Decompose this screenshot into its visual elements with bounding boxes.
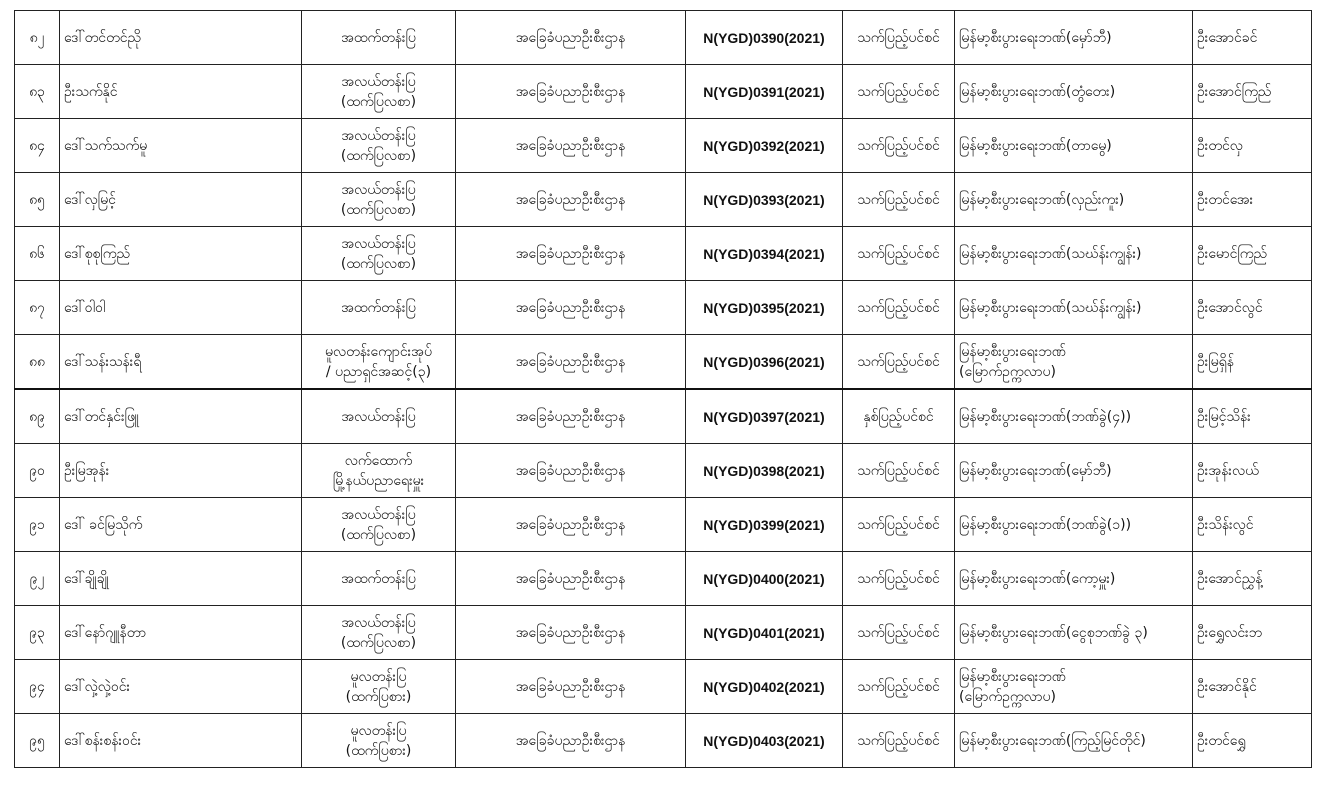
table-row <box>15 389 1312 444</box>
person-name-cell: ဒေါ်ဝါဝါ <box>60 281 302 335</box>
guardian-name-cell: ဦးအောင်ညွှန့် <box>1193 552 1312 606</box>
person-name-cell: ဒေါ်လှမြင့် <box>60 173 302 227</box>
position-title-cell <box>302 65 456 119</box>
bank-branch-cell <box>955 444 1193 498</box>
table-row <box>15 335 1312 390</box>
bank-branch-line: မြန်မာ့စီးပွားရေးဘဏ်(မှော်ဘီ) <box>959 29 1112 46</box>
row-number-cell: ၈၄ <box>15 119 60 173</box>
department-cell: အခြေခံပညာဦးစီးဌာန <box>456 335 686 390</box>
position-title-line: / ပညာရှင်အဆင့်(၃) <box>325 363 432 380</box>
pension-code-cell: N(YGD)0393(2021) <box>686 173 843 227</box>
bank-branch-cell <box>955 119 1193 173</box>
pension-code-cell: N(YGD)0398(2021) <box>686 444 843 498</box>
row-number-cell: ၈၆ <box>15 227 60 281</box>
bank-branch-line: မြန်မာ့စီးပွားရေးဘဏ်(သဃ်န်းကျွန်း) <box>959 299 1142 316</box>
position-title-cell <box>302 660 456 714</box>
pension-roster-table <box>14 10 1312 768</box>
pension-code-cell: N(YGD)0403(2021) <box>686 714 843 768</box>
roster-body <box>15 11 1312 768</box>
table-row <box>15 11 1312 65</box>
pension-type-cell: သက်ပြည့်ပင်စင် <box>843 11 955 65</box>
position-title-line: (ထက်ပြစား) <box>345 742 412 759</box>
bank-branch-line: မြန်မာ့စီးပွားရေးဘဏ်(သဃ်န်းကျွန်း) <box>959 245 1142 262</box>
row-number-cell: ၉၀ <box>15 444 60 498</box>
pension-code-cell: N(YGD)0392(2021) <box>686 119 843 173</box>
bank-branch-line: မြန်မာ့စီးပွားရေးဘဏ်(ငွေစုဘဏ်ခွဲ ၃) <box>959 624 1148 641</box>
position-title-cell <box>302 552 456 606</box>
department-cell: အခြေခံပညာဦးစီးဌာန <box>456 227 686 281</box>
pension-code-cell: N(YGD)0402(2021) <box>686 660 843 714</box>
department-cell: အခြေခံပညာဦးစီးဌာန <box>456 444 686 498</box>
person-name-cell: ဒေါ်တင်နှင်းဖြူ <box>60 389 302 444</box>
bank-branch-cell <box>955 173 1193 227</box>
person-name-cell: ဦးမြအုန်း <box>60 444 302 498</box>
bank-branch-cell <box>955 65 1193 119</box>
bank-branch-line: မြန်မာ့စီးပွားရေးဘဏ်(ကြည့်မြင်တိုင်) <box>959 732 1146 749</box>
pension-type-cell: သက်ပြည့်ပင်စင် <box>843 552 955 606</box>
bank-branch-cell <box>955 227 1193 281</box>
pension-type-cell: သက်ပြည့်ပင်စင် <box>843 606 955 660</box>
pension-code-cell: N(YGD)0397(2021) <box>686 389 843 444</box>
guardian-name-cell: ဦးရွှေလင်းဘ <box>1193 606 1312 660</box>
guardian-name-cell: ဦးအောင်နိုင် <box>1193 660 1312 714</box>
table-row <box>15 119 1312 173</box>
position-title-cell <box>302 444 456 498</box>
pension-code-cell: N(YGD)0400(2021) <box>686 552 843 606</box>
person-name-cell: ဒေါ်စန်းစန်းဝင်း <box>60 714 302 768</box>
table-row <box>15 606 1312 660</box>
guardian-name-cell: ဦးတင်လှ <box>1193 119 1312 173</box>
position-title-cell <box>302 173 456 227</box>
person-name-cell: ဒေါ်နော်ဂျူနီတာ <box>60 606 302 660</box>
position-title-cell <box>302 606 456 660</box>
table-row <box>15 714 1312 768</box>
bank-branch-line: (မြောက်ဥက္ကလာပ) <box>959 363 1056 380</box>
guardian-name-cell: ဦးအောင်ကြည် <box>1193 65 1312 119</box>
bank-branch-cell <box>955 281 1193 335</box>
position-title-line: မူလတန်းပြ <box>350 722 407 739</box>
person-name-cell: ဒေါ်သန်းသန်းရီ <box>60 335 302 390</box>
bank-branch-cell <box>955 714 1193 768</box>
bank-branch-cell <box>955 11 1193 65</box>
position-title-line: လက်ထောက် <box>344 452 413 469</box>
position-title-line: မြို့နယ်ပညာရေးမှူး <box>332 472 425 489</box>
person-name-cell: ဒေါ်သက်သက်မူ <box>60 119 302 173</box>
pension-type-cell: သက်ပြည့်ပင်စင် <box>843 119 955 173</box>
person-name-cell: ဒေါ်စုစုကြည် <box>60 227 302 281</box>
department-cell: အခြေခံပညာဦးစီးဌာန <box>456 498 686 552</box>
pension-type-cell: သက်ပြည့်ပင်စင် <box>843 444 955 498</box>
position-title-line: အလယ်တန်းပြ <box>341 235 416 252</box>
pension-code-cell: N(YGD)0396(2021) <box>686 335 843 390</box>
position-title-line: (ထက်ပြလစာ) <box>340 526 417 543</box>
position-title-line: အလယ်တန်းပြ <box>341 127 416 144</box>
table-row <box>15 65 1312 119</box>
pension-type-cell: သက်ပြည့်ပင်စင် <box>843 227 955 281</box>
position-title-line: အလယ်တန်းပြ <box>341 73 416 90</box>
table-row <box>15 552 1312 606</box>
bank-branch-cell <box>955 498 1193 552</box>
person-name-cell: ဒေါ် ခင်မြသိုက် <box>60 498 302 552</box>
pension-type-cell: သက်ပြည့်ပင်စင် <box>843 65 955 119</box>
position-title-cell <box>302 11 456 65</box>
position-title-line: (ထက်ပြလစာ) <box>340 147 417 164</box>
person-name-cell: ဦးသက်နိုင် <box>60 65 302 119</box>
person-name-cell: ဒေါ်ချိုချို <box>60 552 302 606</box>
bank-branch-cell <box>955 606 1193 660</box>
position-title-line: (ထက်ပြလစာ) <box>340 255 417 272</box>
department-cell: အခြေခံပညာဦးစီးဌာန <box>456 173 686 227</box>
table-row <box>15 173 1312 227</box>
department-cell: အခြေခံပညာဦးစီးဌာန <box>456 11 686 65</box>
pension-code-cell: N(YGD)0391(2021) <box>686 65 843 119</box>
row-number-cell: ၈၇ <box>15 281 60 335</box>
guardian-name-cell: ဦးမြင့်သိန်း <box>1193 389 1312 444</box>
department-cell: အခြေခံပညာဦးစီးဌာန <box>456 606 686 660</box>
bank-branch-line: မြန်မာ့စီးပွားရေးဘဏ်(ကော့မှူး) <box>959 570 1116 587</box>
position-title-line: အထက်တန်းပြ <box>341 299 416 316</box>
position-title-line: မူလတန်းကျောင်းအုပ် <box>325 343 432 360</box>
pension-code-cell: N(YGD)0401(2021) <box>686 606 843 660</box>
person-name-cell: ဒေါ်လှဲ့လှဲ့ဝင်း <box>60 660 302 714</box>
position-title-line: (ထက်ပြလစာ) <box>340 93 417 110</box>
pension-type-cell: သက်ပြည့်ပင်စင် <box>843 498 955 552</box>
bank-branch-line: မြန်မာ့စီးပွားရေးဘဏ်(လှည်းကူး) <box>959 191 1125 208</box>
position-title-line: အလယ်တန်းပြ <box>341 408 416 425</box>
pension-type-cell: သက်ပြည့်ပင်စင် <box>843 660 955 714</box>
bank-branch-line: မြန်မာ့စီးပွားရေးဘဏ်(တွံတေး) <box>959 83 1116 100</box>
row-number-cell: ၈၅ <box>15 173 60 227</box>
position-title-cell <box>302 227 456 281</box>
bank-branch-cell <box>955 389 1193 444</box>
bank-branch-cell <box>955 660 1193 714</box>
bank-branch-line: မြန်မာ့စီးပွားရေးဘဏ် <box>959 668 1066 685</box>
pension-code-cell: N(YGD)0399(2021) <box>686 498 843 552</box>
position-title-cell <box>302 714 456 768</box>
position-title-line: အလယ်တန်းပြ <box>341 614 416 631</box>
position-title-line: အလယ်တန်းပြ <box>341 506 416 523</box>
position-title-cell <box>302 119 456 173</box>
department-cell: အခြေခံပညာဦးစီးဌာန <box>456 119 686 173</box>
bank-branch-cell <box>955 552 1193 606</box>
guardian-name-cell: ဦးအောင်ခင် <box>1193 11 1312 65</box>
row-number-cell: ၉၂ <box>15 552 60 606</box>
department-cell: အခြေခံပညာဦးစီးဌာန <box>456 281 686 335</box>
bank-branch-line: မြန်မာ့စီးပွားရေးဘဏ်(ဘဏ်ခွဲ(၁)) <box>959 516 1132 533</box>
guardian-name-cell: ဦးမြရှိန် <box>1193 335 1312 390</box>
table-row <box>15 444 1312 498</box>
bank-branch-cell <box>955 335 1193 390</box>
table-row <box>15 498 1312 552</box>
guardian-name-cell: ဦးသိန်းလွင် <box>1193 498 1312 552</box>
position-title-line: အထက်တန်းပြ <box>341 570 416 587</box>
person-name-cell: ဒေါ်တင်တင်ညို <box>60 11 302 65</box>
table-row <box>15 281 1312 335</box>
pension-type-cell: သက်ပြည့်ပင်စင် <box>843 714 955 768</box>
row-number-cell: ၈၃ <box>15 65 60 119</box>
pension-code-cell: N(YGD)0395(2021) <box>686 281 843 335</box>
department-cell: အခြေခံပညာဦးစီးဌာန <box>456 714 686 768</box>
pension-roster-sheet <box>14 10 1311 768</box>
row-number-cell: ၈၂ <box>15 11 60 65</box>
position-title-line: (ထက်ပြလစာ) <box>340 634 417 651</box>
bank-branch-line: မြန်မာ့စီးပွားရေးဘဏ်(တာမွေ) <box>959 137 1112 154</box>
pension-type-cell: သက်ပြည့်ပင်စင် <box>843 335 955 390</box>
position-title-line: အလယ်တန်းပြ <box>341 181 416 198</box>
row-number-cell: ၉၃ <box>15 606 60 660</box>
position-title-line: (ထက်ပြလစာ) <box>340 201 417 218</box>
row-number-cell: ၉၅ <box>15 714 60 768</box>
pension-code-cell: N(YGD)0390(2021) <box>686 11 843 65</box>
table-row <box>15 227 1312 281</box>
department-cell: အခြေခံပညာဦးစီးဌာန <box>456 552 686 606</box>
row-number-cell: ၉၄ <box>15 660 60 714</box>
bank-branch-line: မြန်မာ့စီးပွားရေးဘဏ် <box>959 343 1066 360</box>
department-cell: အခြေခံပညာဦးစီးဌာန <box>456 389 686 444</box>
guardian-name-cell: ဦးတင်ရွှေ <box>1193 714 1312 768</box>
bank-branch-line: (မြောက်ဥက္ကလာပ) <box>959 688 1056 705</box>
position-title-cell <box>302 389 456 444</box>
row-number-cell: ၈၉ <box>15 389 60 444</box>
guardian-name-cell: ဦးတင်အေး <box>1193 173 1312 227</box>
department-cell: အခြေခံပညာဦးစီးဌာန <box>456 660 686 714</box>
pension-code-cell: N(YGD)0394(2021) <box>686 227 843 281</box>
position-title-line: မူလတန်းပြ <box>350 668 407 685</box>
bank-branch-line: မြန်မာ့စီးပွားရေးဘဏ်(ဘဏ်ခွဲ(၄)) <box>959 408 1132 425</box>
position-title-line: အထက်တန်းပြ <box>341 29 416 46</box>
guardian-name-cell: ဦးအုန်းလယ် <box>1193 444 1312 498</box>
row-number-cell: ၉၁ <box>15 498 60 552</box>
position-title-cell <box>302 498 456 552</box>
position-title-line: (ထက်ပြစား) <box>345 688 412 705</box>
table-row <box>15 660 1312 714</box>
bank-branch-line: မြန်မာ့စီးပွားရေးဘဏ်(မှော်ဘီ) <box>959 462 1112 479</box>
guardian-name-cell: ဦးမောင်ကြည် <box>1193 227 1312 281</box>
position-title-cell <box>302 281 456 335</box>
position-title-cell <box>302 335 456 390</box>
pension-type-cell: သက်ပြည့်ပင်စင် <box>843 173 955 227</box>
guardian-name-cell: ဦးအောင်လွင် <box>1193 281 1312 335</box>
pension-type-cell: နှစ်ပြည့်ပင်စင် <box>843 389 955 444</box>
pension-type-cell: သက်ပြည့်ပင်စင် <box>843 281 955 335</box>
row-number-cell: ၈၈ <box>15 335 60 390</box>
department-cell: အခြေခံပညာဦးစီးဌာန <box>456 65 686 119</box>
